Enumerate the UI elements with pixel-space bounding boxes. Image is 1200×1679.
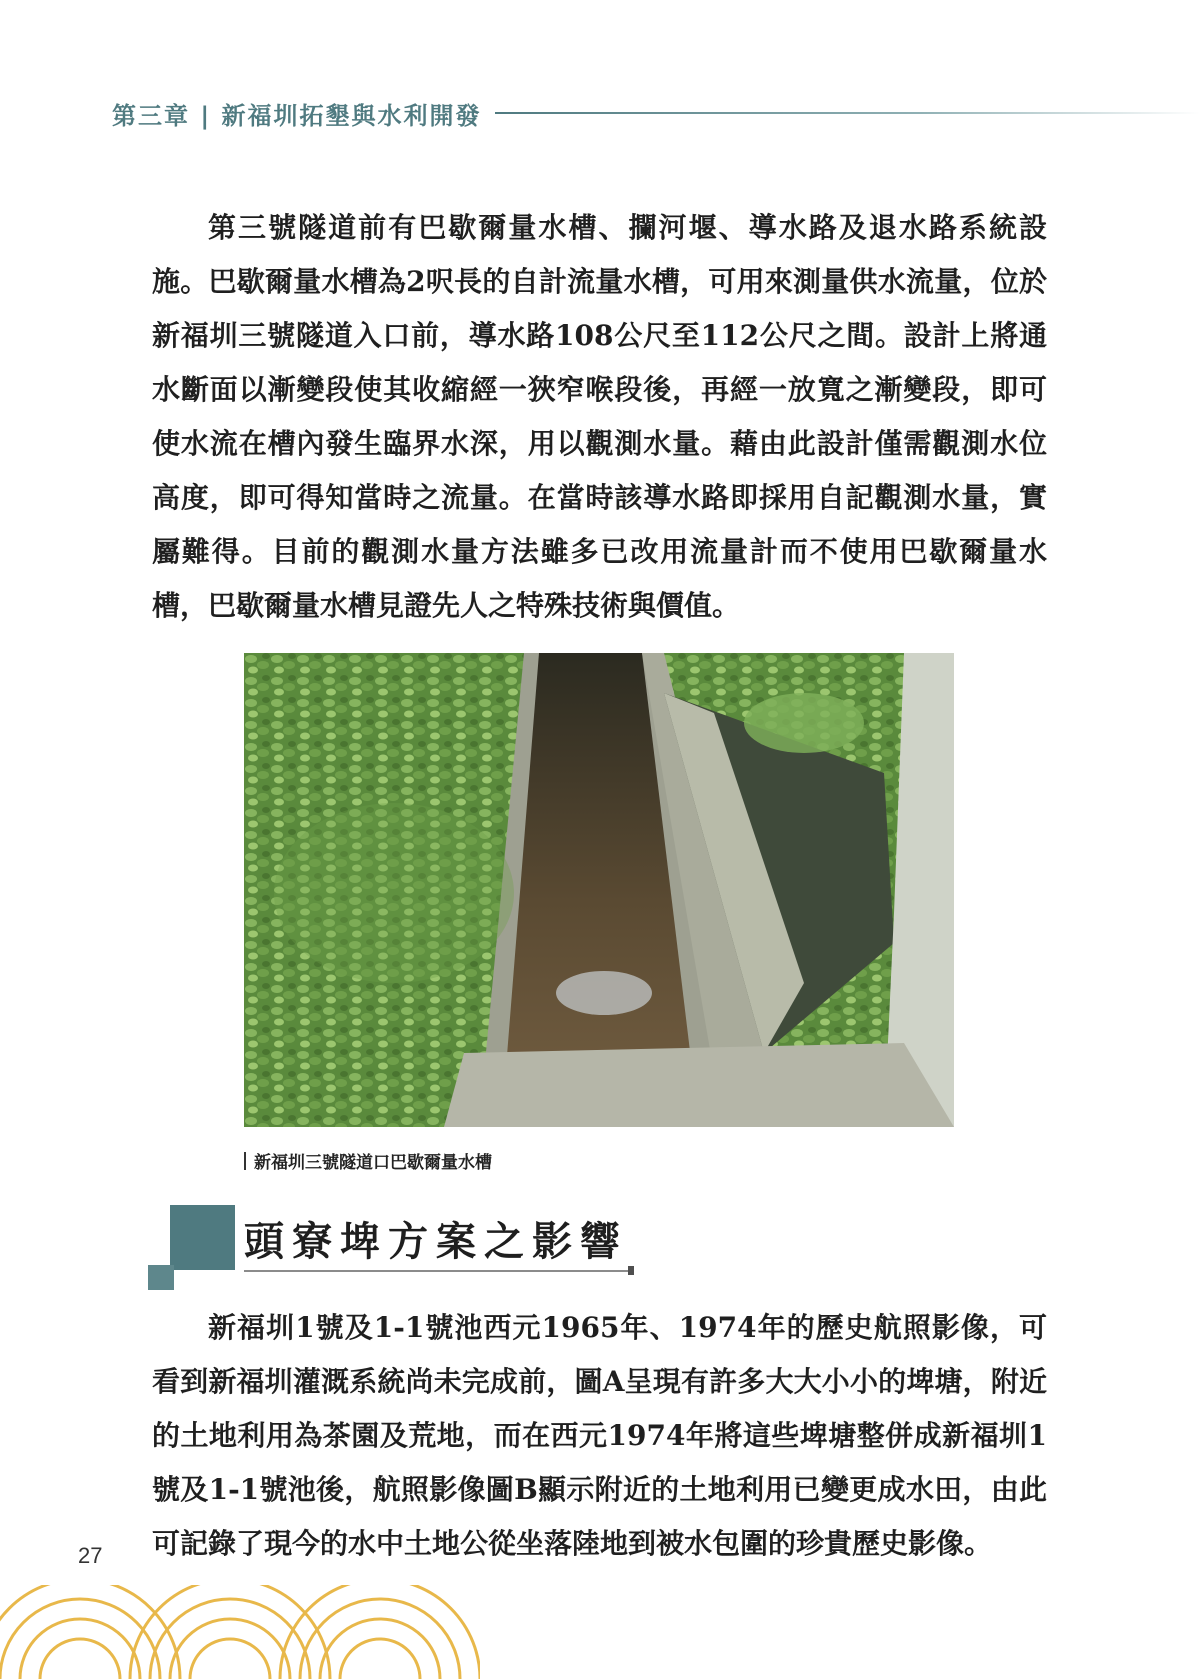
header-rule [495,112,1200,114]
section-underline [244,1270,632,1272]
header-separator: | [200,101,212,130]
section-heading: 頭寮埤方案之影響 [244,1218,628,1265]
chapter-header-text [112,96,481,131]
flume-photo-illustration [244,653,954,1127]
section-underline-end [628,1266,634,1275]
body-paragraph-2: 新福圳1號及1-1號池西元1965年、1974年的歷史航照影像，可看到新福圳灌溉系統尚未完成前，圖A呈現有許多大大小小的埤塘，附近的土地利用為茶園及荒地，而在西元1974年將這些埤塘整併成新福圳1號及1-1號池後，航照影像圖B顯示附近的土地利用已變更成水田，由此可記錄了現今的水中土地公從坐落陸地到被水包圍的珍貴歷史影像。 [152,1311,1047,1560]
chapter-label: 第三章 [112,101,190,130]
photo-caption [244,1148,492,1173]
caption-bar [244,1152,246,1170]
caption-text: 新福圳三號隧道口巴歇爾量水槽 [254,1153,492,1173]
section-square-small [148,1265,174,1290]
chapter-header [112,88,1200,138]
chapter-title: 新福圳拓墾與水利開發 [221,101,482,130]
wave-pattern-decoration [0,1585,480,1679]
body-paragraph-1: 第三號隧道前有巴歇爾量水槽、攔河堰、導水路及退水路系統設施。巴歇爾量水槽為2呎長的自計流量水槽，可用來測量供水流量，位於新福圳三號隧道入口前，導水路108公尺至112公尺之間。設計上將通水斷面以漸變段使其收縮經一狹窄喉段後，再經一放寬之漸變段，即可使水流在槽內發生臨界水深，用以觀測水量。藉由此設計僅需觀測水位高度，即可得知當時之流量。在當時該導水路即採用自記觀測水量，實屬難得。目前的觀測水量方法雖多已改用流量計而不使用巴歇爾量水槽，巴歇爾量水槽見證先人之特殊技術與價值。 [152,211,1047,622]
section-heading-decoration [148,1205,238,1290]
flume-photo [244,653,954,1127]
page-number: 27 [78,1543,103,1568]
section-square-large [170,1205,235,1270]
